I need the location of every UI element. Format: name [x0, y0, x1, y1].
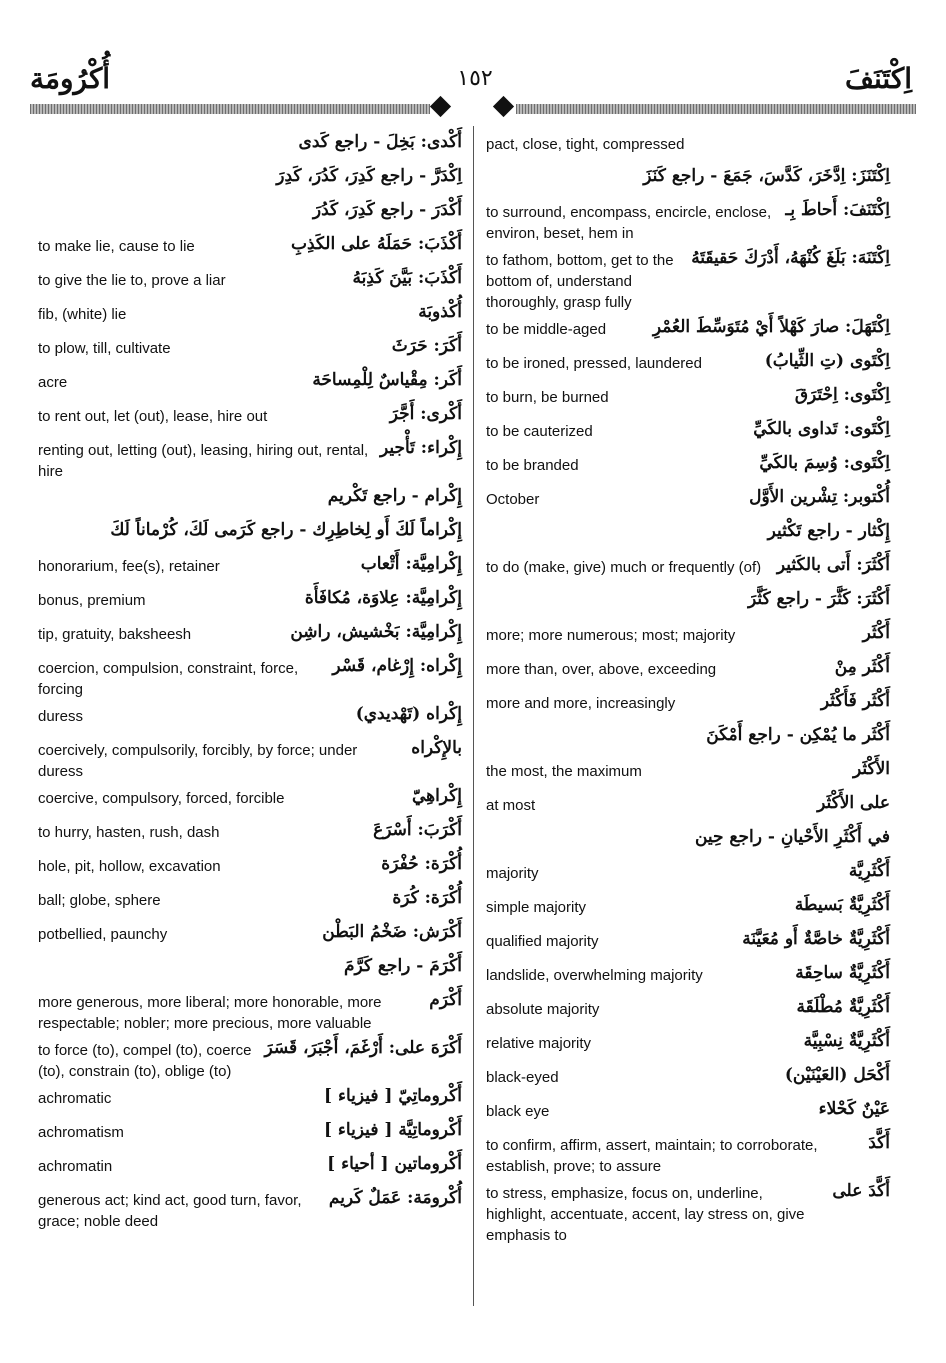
entry-translation: absolute majority — [486, 1001, 600, 1018]
entry-translation: fib, (white) lie — [38, 306, 127, 323]
dictionary-entry — [38, 782, 462, 816]
entry-headword: اِكْتَنَهَ: بَلَغَ كُنْهَهُ، أَدْرَكَ حَقيقَتَهُ — [691, 248, 890, 268]
right-guide-word: اِكْتَنَفَ — [845, 62, 912, 95]
entry-translation: achromatic — [38, 1090, 112, 1107]
dictionary-entry — [486, 517, 890, 551]
dictionary-entry — [38, 128, 462, 162]
entry-headword: أَكْذَبَ: بَيَّنَ كَذِبَهُ — [352, 268, 462, 288]
entry-translation: more generous, more liberal; more honorable, more respectable; nobler; more precious, more valuable — [38, 994, 382, 1032]
entry-headword: أَكَر: مِقْياسٌ لِلْمِساحَة — [312, 370, 462, 390]
entry-translation: to be cauterized — [486, 423, 593, 440]
entry-translation: ball; globe, sphere — [38, 892, 161, 909]
dictionary-entry — [38, 1116, 462, 1150]
entry-headword: اِكْتَوى: اِحْتَرَقَ — [794, 385, 890, 405]
dictionary-entry — [38, 434, 462, 482]
entry-headword: إِكْرامِيَّة: بَخْشيش، راشِن — [290, 622, 462, 642]
entry-headword: بالإِكْراه — [411, 738, 462, 758]
entry-translation: to force (to), compel (to), coerce (to), constrain (to), oblige (to) — [38, 1042, 252, 1080]
dictionary-entry — [38, 1034, 462, 1082]
dictionary-entry — [486, 653, 890, 687]
dictionary-entry — [38, 482, 462, 516]
dictionary-entry — [486, 823, 890, 857]
diamond-ornament-left — [430, 96, 451, 117]
entry-translation: to give the lie to, prove a liar — [38, 272, 226, 289]
dictionary-entry — [38, 618, 462, 652]
dictionary-entry — [486, 687, 890, 721]
dictionary-entry — [486, 162, 890, 196]
dictionary-entry — [486, 128, 890, 162]
dictionary-entry — [38, 850, 462, 884]
entry-translation: relative majority — [486, 1035, 592, 1052]
dictionary-entry — [38, 366, 462, 400]
entry-headword: أَكْثَر فَأَكْثَر — [820, 691, 890, 711]
entry-translation: to confirm, affirm, assert, maintain; to corroborate, establish, prove; to assure — [486, 1137, 818, 1175]
entry-translation: to be middle-aged — [486, 321, 607, 338]
entry-translation: more and more, increasingly — [486, 695, 676, 712]
entry-headword: أَكْثَرِيَّةٌ خاصَّةٌ أَو مُعَيَّنَة — [742, 929, 890, 949]
dictionary-entry — [38, 652, 462, 700]
dictionary-entry — [38, 1184, 462, 1232]
entry-headword: عَيْنٌ كَحْلاء — [818, 1099, 890, 1119]
entry-translation: to plow, till, cultivate — [38, 340, 171, 357]
dictionary-entry — [38, 298, 462, 332]
entry-translation: potbellied, paunchy — [38, 926, 168, 943]
entry-translation: to be branded — [486, 457, 579, 474]
diamond-ornament-right — [493, 96, 514, 117]
entry-headword: أَكْذَبَ: حَمَلَهُ على الكَذِبِ — [290, 234, 462, 254]
entry-translation: achromatism — [38, 1124, 124, 1141]
dictionary-entry — [38, 264, 462, 298]
dictionary-entry — [38, 700, 462, 734]
dictionary-entry — [38, 196, 462, 230]
entry-headword: أُكْرَة: كُرَة — [392, 888, 462, 908]
dictionary-entry — [486, 959, 890, 993]
entry-translation: to surround, encompass, encircle, enclose, environ, beset, hem in — [486, 204, 772, 242]
entry-headword: أَكْثَرِيَّةٌ مُطْلَقَة — [796, 997, 890, 1017]
dictionary-entry — [486, 313, 890, 347]
dictionary-entry — [486, 857, 890, 891]
entry-headword: أَكْثَرِيَّةٌ ساحِقَة — [795, 963, 890, 983]
dictionary-entry — [486, 415, 890, 449]
entry-translation: at most — [486, 797, 536, 814]
dictionary-entry — [38, 550, 462, 584]
entry-headword: أَكَرَ: حَرَثَ — [391, 336, 462, 356]
entry-headword: اِكْتَوى: تَداوى بالكَيِّ — [753, 419, 890, 439]
right-column — [486, 128, 890, 1246]
entry-translation: to burn, be burned — [486, 389, 609, 406]
entry-headword: أَكْرَش: ضَخْمُ البَطْن — [322, 922, 462, 942]
entry-translation: duress — [38, 708, 84, 725]
dictionary-entry — [38, 952, 462, 986]
dictionary-entry — [38, 1082, 462, 1116]
entry-translation: hole, pit, hollow, excavation — [38, 858, 221, 875]
entry-headword: اِكْتَنَفَ: أَحاطَ بِـ — [785, 200, 890, 220]
entry-headword: أُكْذوبَة — [418, 302, 462, 322]
dictionary-entry — [38, 816, 462, 850]
entry-translation: to do (make, give) much or frequently (of) — [486, 559, 762, 576]
entry-translation: more than, over, above, exceeding — [486, 661, 717, 678]
entry-headword: أَكْدَرَ - راجع كَدِرَ، كَدُرَ — [312, 200, 462, 220]
entry-translation: coercively, compulsorily, forcibly, by force; under duress — [38, 742, 358, 780]
dictionary-entry — [38, 918, 462, 952]
entry-headword: أَكْرى: أَجَّرَ — [389, 404, 462, 424]
dictionary-entry — [38, 1150, 462, 1184]
entry-headword: الأَكْثَر — [852, 759, 890, 779]
dictionary-entry — [38, 230, 462, 264]
entry-headword: أَكَّدَ — [868, 1133, 890, 1153]
entry-headword: اِكْدَرَّ - راجع كَدِرَ، كَدُرَ، كَدِرَ — [276, 166, 462, 186]
dictionary-entry — [38, 332, 462, 366]
entry-translation: to fathom, bottom, get to the bottom of, understand thoroughly, grasp fully — [486, 252, 674, 311]
entry-headword: أَكْرَهَ على: أَرْغَمَ، أَجْبَرَ، قَسَرَ — [264, 1038, 462, 1058]
dictionary-entry — [486, 1027, 890, 1061]
column-divider — [473, 126, 474, 1306]
entry-headword: أَكْرَمَ - راجع كَرَّمَ — [343, 956, 462, 976]
dictionary-entry — [486, 993, 890, 1027]
entry-translation: more; more numerous; most; majority — [486, 627, 736, 644]
entry-headword: أَكْروماتِيَّة [ فيزياء ] — [323, 1120, 462, 1140]
dictionary-entry — [486, 1129, 890, 1177]
entry-headword: إِكْراهِيّ — [411, 786, 462, 806]
entry-headword: إِكْرامِيَّة: أَتْعاب — [360, 554, 462, 574]
left-guide-word: أُكْرُومَة — [30, 62, 111, 95]
entry-headword: إِكْرامِيَّة: عِلاوَة، مُكافَأَة — [304, 588, 462, 608]
dictionary-entry — [38, 400, 462, 434]
entry-headword: أَكْثَر مِنْ — [834, 657, 890, 677]
dictionary-entry — [38, 162, 462, 196]
header-rule-left — [30, 104, 430, 114]
entry-headword: في أَكْثَرِ الأَحْيانِ - راجع حِين — [694, 827, 890, 847]
entry-translation: October — [486, 491, 540, 508]
entry-headword: إِكْراء: تَأْجير — [379, 438, 462, 458]
dictionary-entry — [486, 585, 890, 619]
dictionary-entry — [486, 721, 890, 755]
dictionary-entry — [38, 884, 462, 918]
entry-headword: أَكَّدَ على — [832, 1181, 890, 1201]
entry-headword: إِكْراه (تَهْديدي) — [355, 704, 462, 724]
entry-headword: اِكْتَهَلَ: صارَ كَهْلاً أَيْ مُتَوَسِّطَ العُمْرِ — [652, 317, 890, 337]
entry-headword: اِكْتَوى: وُسِمَ بالكَيِّ — [759, 453, 890, 473]
dictionary-entry — [486, 925, 890, 959]
left-column — [38, 128, 462, 1232]
entry-translation: black-eyed — [486, 1069, 559, 1086]
entry-translation: to hurry, hasten, rush, dash — [38, 824, 220, 841]
entry-translation: achromatin — [38, 1158, 113, 1175]
entry-headword: أَكْثَرِيَّةٌ نِسْبِيَّة — [803, 1031, 890, 1051]
entry-translation: qualified majority — [486, 933, 599, 950]
entry-headword: على الأَكْثَر — [817, 793, 890, 813]
dictionary-entry — [486, 196, 890, 244]
entry-translation: simple majority — [486, 899, 587, 916]
dictionary-entry — [38, 584, 462, 618]
entry-translation: landslide, overwhelming majority — [486, 967, 703, 984]
entry-translation: tip, gratuity, baksheesh — [38, 626, 192, 643]
entry-translation: to make lie, cause to lie — [38, 238, 195, 255]
page-number: ١٥٢ — [457, 66, 493, 91]
dictionary-entry — [486, 244, 890, 313]
entry-headword: اِكْتَنَزَ: اِدَّخَرَ، كَدَّسَ، جَمَعَ - راجع كَنَزَ — [643, 166, 890, 186]
entry-headword: أَكْثَر — [862, 623, 890, 643]
entry-translation: the most, the maximum — [486, 763, 642, 780]
dictionary-entry — [486, 449, 890, 483]
dictionary-entry — [486, 483, 890, 517]
entry-headword: أَكْروماتين [ أحياء ] — [327, 1154, 462, 1174]
dictionary-entry — [38, 986, 462, 1034]
entry-headword: أَكْرَم — [429, 990, 462, 1010]
dictionary-entry — [486, 891, 890, 925]
entry-headword: أَكْثَر ما يُمْكِن - راجع أَمْكَنَ — [706, 725, 890, 745]
dictionary-entry — [486, 619, 890, 653]
entry-headword: أُكْرَة: حُفْرَة — [381, 854, 462, 874]
entry-translation: honorarium, fee(s), retainer — [38, 558, 220, 575]
entry-headword: أَكْروماتِيّ [ فيزياء ] — [324, 1086, 462, 1106]
entry-translation: coercion, compulsion, constraint, force, forcing — [38, 660, 299, 698]
entry-translation: bonus, premium — [38, 592, 146, 609]
entry-translation: generous act; kind act, good turn, favor, grace; noble deed — [38, 1192, 302, 1230]
dictionary-entry — [486, 347, 890, 381]
entry-headword: إِكْراماً لَكَ أَو لِخاطِرِك - راجع كَرَمى لَكَ، كُرْماناً لَكَ — [110, 520, 462, 540]
entry-headword: أَكْثَرَ: أَتى بالكَثير — [776, 555, 890, 575]
dictionary-entry — [486, 789, 890, 823]
entry-headword: إِكْثار - راجع تَكْثير — [767, 521, 890, 541]
entry-translation: majority — [486, 865, 539, 882]
dictionary-entry — [486, 1061, 890, 1095]
entry-headword: أَكْحَل (العَيْنَيْن) — [784, 1065, 890, 1085]
entry-headword: إِكْرام - راجع تَكْريم — [327, 486, 462, 506]
entry-headword: أَكْرَبَ: أَسْرَعَ — [373, 820, 462, 840]
entry-headword: أَكْثَرِيَّة — [848, 861, 890, 881]
entry-translation: black eye — [486, 1103, 550, 1120]
entry-translation: coercive, compulsory, forced, forcible — [38, 790, 285, 807]
entry-headword: أُكْرومَة: عَمَلٌ كَريم — [328, 1188, 462, 1208]
entry-headword: أَكْثَرَ: كَثَّرَ - راجع كَثَّرَ — [747, 589, 890, 609]
entry-headword: إِكْراه: إِرْغام، قَسْر — [332, 656, 462, 676]
entry-headword: أَكْدى: بَخِلَ - راجع كَدى — [298, 132, 462, 152]
dictionary-entry — [486, 1095, 890, 1129]
entry-translation: to be ironed, pressed, laundered — [486, 355, 702, 372]
entry-headword: أُكْتوبر: تِشْرين الأَوَّل — [749, 487, 890, 507]
entry-translation: to rent out, let (out), lease, hire out — [38, 408, 268, 425]
entry-headword: أَكْثَرِيَّةٌ بَسيطَة — [794, 895, 890, 915]
entry-translation: pact, close, tight, compressed — [486, 136, 685, 153]
dictionary-entry — [486, 755, 890, 789]
dictionary-entry — [486, 1177, 890, 1246]
entry-headword: اِكْتَوى (تِ الثِّيابُ) — [764, 351, 890, 371]
dictionary-entry — [486, 551, 890, 585]
entry-translation: to stress, emphasize, focus on, underline, highlight, accentuate, accent, lay stress on, give emphasis to — [486, 1185, 805, 1244]
dictionary-entry — [38, 516, 462, 550]
dictionary-entry — [38, 734, 462, 782]
entry-translation: acre — [38, 374, 68, 391]
entry-translation: renting out, letting (out), leasing, hiring out, rental, hire — [38, 442, 369, 480]
dictionary-entry — [486, 381, 890, 415]
header-rule-right — [516, 104, 916, 114]
